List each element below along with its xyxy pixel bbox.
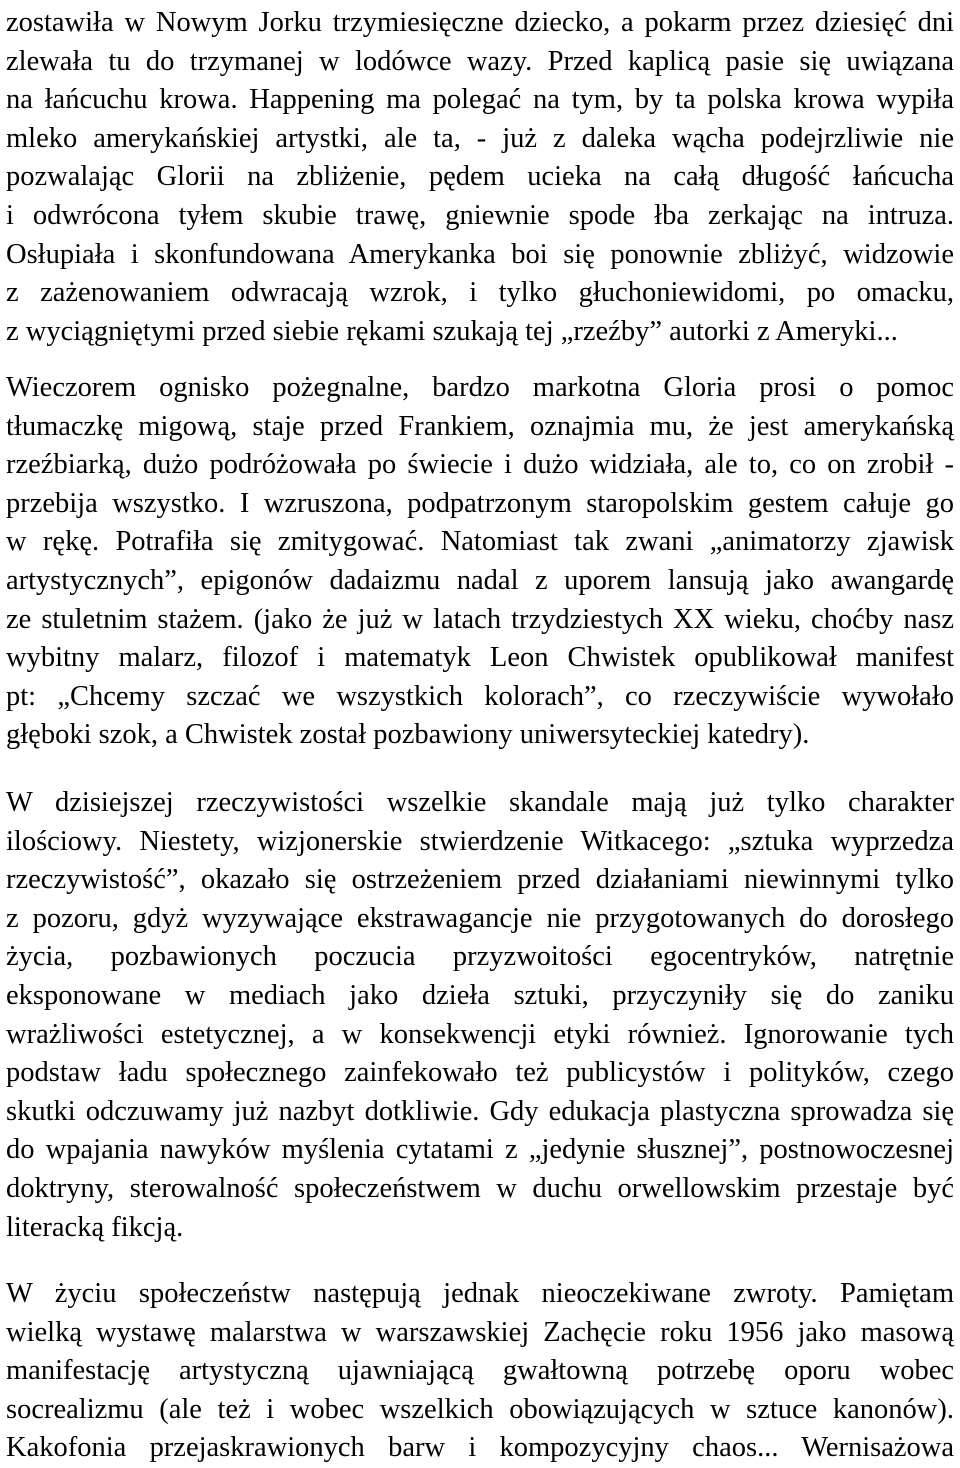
- text-line: mleko amerykańskiej artystki, ale ta, - już z daleka wącha podejrzliwie nie: [6, 122, 954, 154]
- text-line: literacką fikcją.: [6, 1211, 184, 1243]
- paragraph-2: [6, 369, 954, 755]
- text-line: w rękę. Potrafiła się zmitygować. Natomiast tak zwani „animatorzy zjawisk: [6, 526, 954, 558]
- text-line: do wpajania nawyków myślenia cytatami z „jedynie słusznej”, postnowoczesnej: [6, 1134, 954, 1166]
- text-line: na łańcuchu krowa. Happening ma polegać na tym, by ta polska krowa wypiła: [6, 84, 954, 116]
- paragraph-1: [6, 4, 954, 351]
- text-line: manifestację artystyczną ujawniającą gwałtowną potrzebę oporu wobec: [6, 1355, 954, 1387]
- text-line: W dzisiejszej rzeczywistości wszelkie skandale mają już tylko charakter: [6, 787, 954, 818]
- text-line: artystycznych”, epigonów dadaizmu nadal z uporem lansują jako awangardę: [6, 564, 954, 596]
- text-line: Osłupiała i skonfundowana Amerykanka boi się ponownie zbliżyć, widzowie: [6, 238, 954, 270]
- text-line: wielką wystawę malarstwa w warszawskiej Zachęcie roku 1956 jako masową: [6, 1316, 954, 1348]
- text-line: socrealizmu (ale też i wobec wszelkich obowiązujących w sztuce kanonów).: [6, 1393, 954, 1425]
- text-line: przebija wszystko. I wzruszona, podpatrzonym staropolskim gestem całuje go: [6, 487, 954, 519]
- text-line: rzeczywistość”, okazało się ostrzeżeniem przed działaniami niewinnymi tylko: [6, 864, 954, 896]
- text-line: zlewała tu do trzymanej w lodówce wazy. Przed kaplicą pasie się uwiązana: [6, 45, 954, 77]
- text-line: Wieczorem ognisko pożegnalne, bardzo markotna Gloria prosi o pomoc: [6, 372, 954, 403]
- text-line: wrażliwości estetycznej, a w konsekwencji etyki również. Ignorowanie tych: [6, 1018, 954, 1050]
- text-line: życia, pozbawionych poczucia przyzwoitości egocentryków, natrętnie: [6, 941, 954, 973]
- text-line: Kakofonia przejaskrawionych barw i kompozycyjny chaos... Wernisażowa: [6, 1432, 954, 1464]
- text-line: z zażenowaniem odwracają wzrok, i tylko głuchoniewidomi, po omacku,: [6, 277, 954, 309]
- text-line: doktryny, sterowalność społeczeństwem w duchu orwellowskim przestaje być: [6, 1172, 954, 1204]
- text-line: pozwalając Glorii na zbliżenie, pędem ucieka na całą długość łańcucha: [6, 161, 954, 193]
- text-line: zostawiła w Nowym Jorku trzymiesięczne dziecko, a pokarm przez dziesięć dni: [6, 7, 954, 38]
- text-line: eksponowane w mediach jako dzieła sztuki, przyczyniły się do zaniku: [6, 979, 954, 1011]
- text-line: tłumaczkę migową, staje przed Frankiem, oznajmia mu, że jest amerykańską: [6, 410, 954, 442]
- text-line: rzeźbiarką, dużo podróżowała po świecie i dużo widziała, ale to, co on zrobił -: [6, 449, 954, 481]
- text-line: W życiu społeczeństw następują jednak nieoczekiwane zwroty. Pamiętam: [6, 1278, 954, 1309]
- text-line: głęboki szok, a Chwistek został pozbawiony uniwersyteckiej katedry).: [6, 719, 810, 751]
- text-line: skutki odczuwamy już nazbyt dotkliwie. Gdy edukacja plastyczna sprowadza się: [6, 1095, 954, 1127]
- text-line: ze stuletnim stażem. (jako że już w latach trzydziestych XX wieku, choćby nasz: [6, 603, 954, 635]
- paragraph-4: [6, 1275, 954, 1468]
- text-line: z pozoru, gdyż wyzywające ekstrawagancje nie przygotowanych do dorosłego: [6, 902, 954, 934]
- text-line: i odwrócona tyłem skubie trawę, gniewnie spode łba zerkając na intruza.: [6, 199, 954, 231]
- text-line: pt: „Chcemy szczać we wszystkich kolorach”, co rzeczywiście wywołało: [6, 680, 954, 712]
- paragraph-3: [6, 784, 954, 1247]
- text-line: podstaw ładu społecznego zainfekowało też publicystów i polityków, czego: [6, 1057, 954, 1089]
- text-line: z wyciągniętymi przed siebie rękami szukają tej „rzeźby” autorki z Ameryki...: [6, 315, 898, 347]
- text-line: wybitny malarz, filozof i matematyk Leon Chwistek opublikował manifest: [6, 642, 954, 674]
- text-line: ilościowy. Niestety, wizjonerskie stwierdzenie Witkacego: „sztuka wyprzedza: [6, 825, 954, 857]
